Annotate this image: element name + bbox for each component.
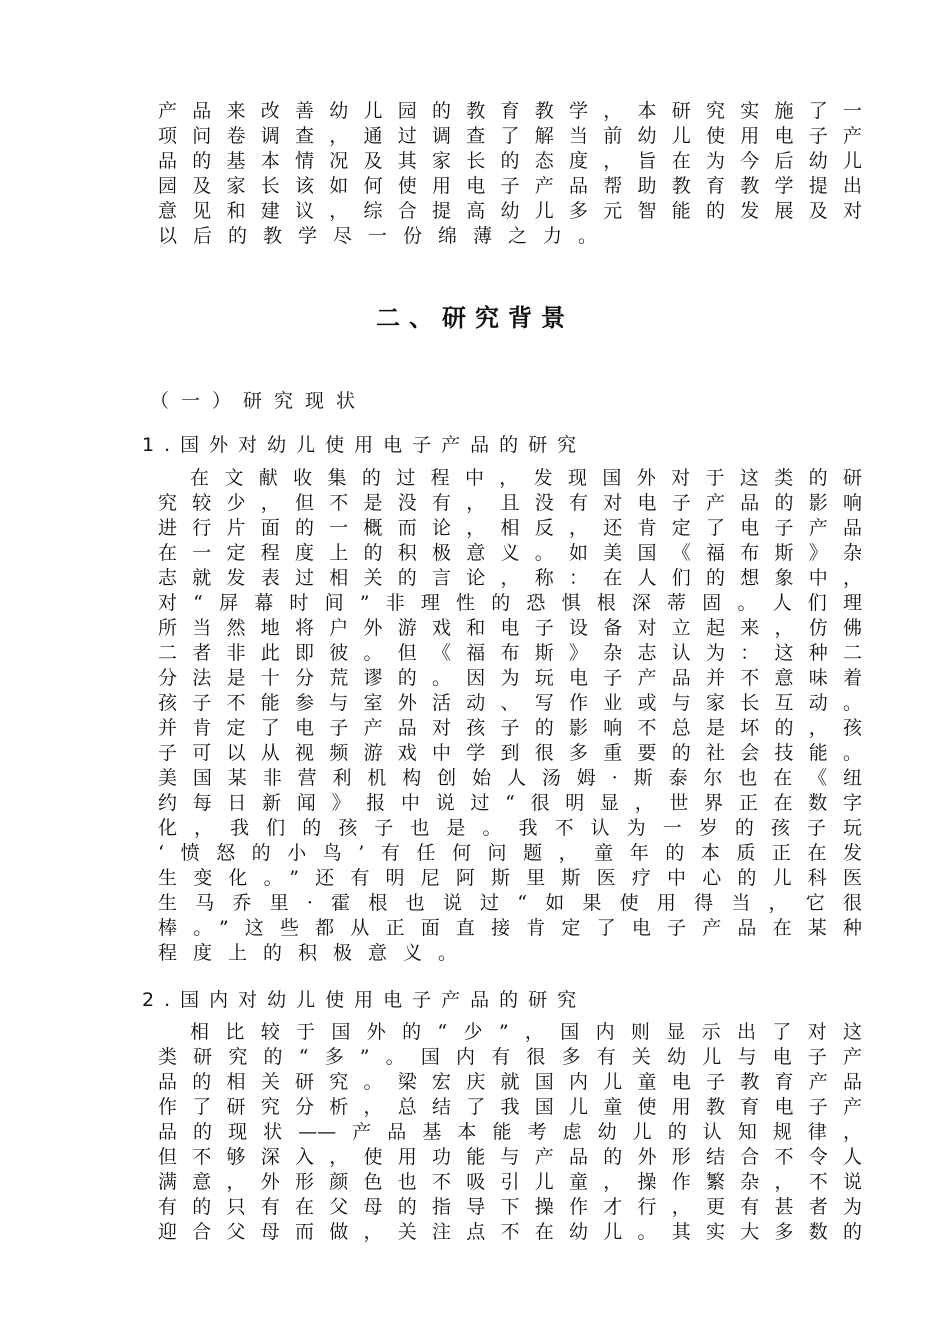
domestic-research-heading: 2.国内对幼儿使用电子产品的研究 (142, 989, 587, 1011)
text-line: 品的相关研究。梁宏庆就国内儿童电子教育产品 (158, 1071, 862, 1093)
section-title: 二、研究背景 (376, 304, 574, 332)
text-line: 以后的教学尽一份绵薄之力。 (158, 225, 614, 247)
text-line: 生变化。”还有明尼阿斯里斯医疗中心的儿科医 (158, 867, 862, 889)
text-line: 对“屏幕时间”非理性的恐惧根深蒂固。人们理 (158, 592, 862, 614)
text-line: 美国某非营利机构创始人汤姆·斯泰尔也在《纽 (158, 767, 862, 789)
text-line: 在一定程度上的积极意义。如美国《福布斯》杂 (158, 542, 862, 564)
text-line: 但不够深入，使用功能与产品的外形结合不令人 (158, 1146, 862, 1168)
subsection-title: （一）研究现状 (150, 390, 368, 412)
text-line: 生马乔里·霍根也说过“如果使用得当，它很 (158, 892, 862, 914)
text-line: ‘愤怒的小鸟’有任何问题，童年的本质正在发 (158, 842, 862, 864)
text-line: 所当然地将户外游戏和电子设备对立起来，仿佛 (158, 617, 862, 639)
text-line: 类研究的“多”。国内有很多有关幼儿与电子产 (158, 1046, 862, 1068)
text-line: 并肯定了电子产品对孩子的影响不总是坏的，孩 (158, 717, 862, 739)
text-line: 意见和建议，综合提高幼儿多元智能的发展及对 (158, 200, 862, 222)
text-line: 园及家长该如何使用电子产品帮助教育教学提出 (158, 175, 862, 197)
text-line: 孩子不能参与室外活动、写作业或与家长互动。 (158, 692, 862, 714)
foreign-research-heading: 1.国外对幼儿使用电子产品的研究 (142, 434, 587, 456)
text-line: 在文献收集的过程中，发现国外对于这类的研 (190, 467, 862, 489)
text-line: 相比较于国外的“少”，国内则显示出了对这 (190, 1021, 862, 1043)
text-line: 项问卷调查，通过调查了解当前幼儿使用电子产 (158, 125, 862, 147)
text-line: 程度上的积极意义。 (158, 942, 474, 964)
text-line: 品的基本情况及其家长的态度，旨在为今后幼儿 (158, 150, 862, 172)
text-line: 进行片面的一概而论，相反，还肯定了电子产品 (158, 517, 862, 539)
text-line: 分法是十分荒谬的。因为玩电子产品并不意味着 (158, 667, 862, 689)
text-line: 约每日新闻》报中说过“很明显，世界正在数字 (158, 792, 862, 814)
text-line: 满意，外形颜色也不吸引儿童，操作繁杂，不说 (158, 1171, 862, 1193)
text-line: 子可以从视频游戏中学到很多重要的社会技能。 (158, 742, 862, 764)
text-line: 有的只有在父母的指导下操作才行，更有甚者为 (158, 1196, 862, 1218)
text-line: 究较少，但不是没有，且没有对电子产品的影响 (158, 492, 862, 514)
text-line: 品的现状——产品基本能考虑幼儿的认知规律， (158, 1121, 862, 1143)
text-line: 棒。”这些都从正面直接肯定了电子产品在某种 (158, 917, 862, 939)
text-line: 作了研究分析，总结了我国儿童使用教育电子产 (158, 1096, 862, 1118)
text-line: 化，我们的孩子也是。我不认为一岁的孩子玩 (158, 817, 862, 839)
text-line: 迎合父母而做，关注点不在幼儿。其实大多数的 (158, 1221, 862, 1243)
text-line: 志就发表过相关的言论，称：在人们的想象中， (158, 567, 862, 589)
text-line: 二者非此即彼。但《福布斯》杂志认为：这种二 (158, 642, 862, 664)
text-line: 产品来改善幼儿园的教育教学，本研究实施了一 (158, 100, 862, 122)
